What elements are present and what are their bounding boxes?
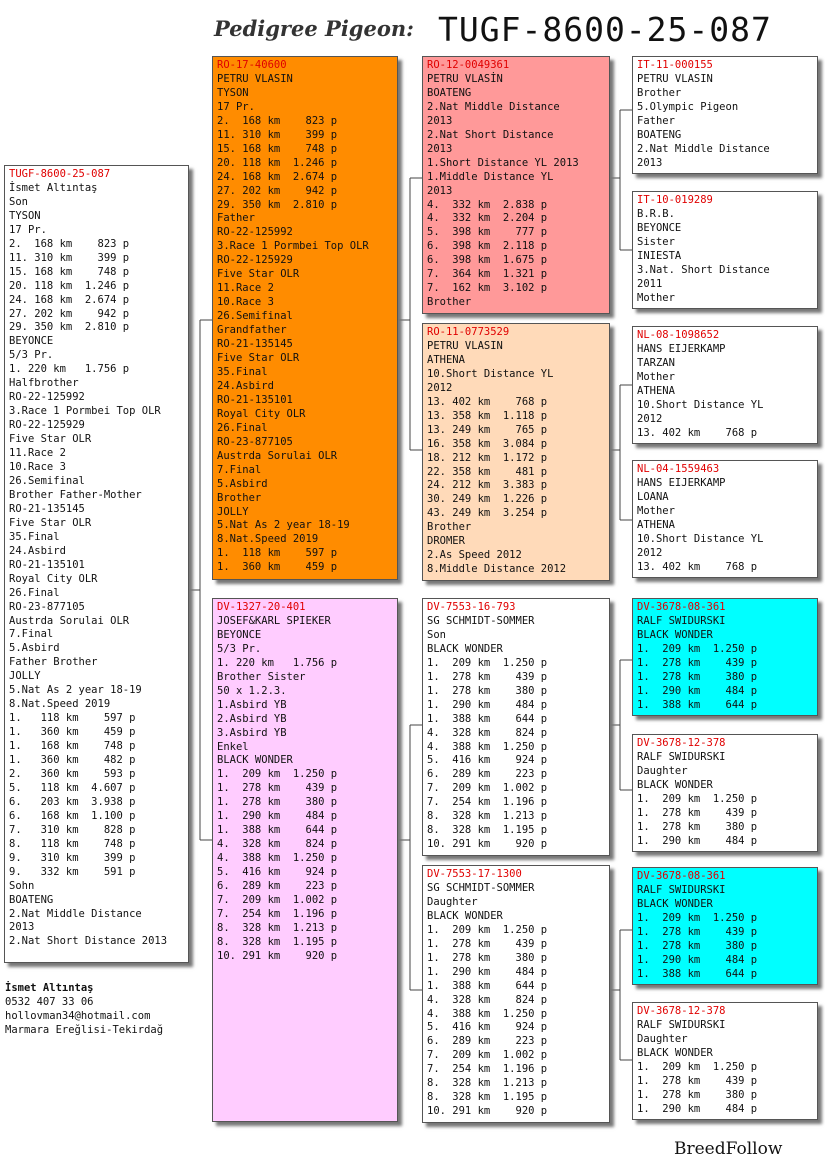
card-line: 26.Semifinal: [9, 474, 85, 487]
card-line: 11.Race 2: [217, 282, 274, 295]
card-line: TYSON: [217, 86, 249, 99]
card-line: BOATENG: [637, 128, 682, 141]
card-line: 2. 168 km 823 p: [217, 114, 338, 127]
card-line: 13. 358 km 1.118 p: [427, 409, 548, 422]
card-line: RALF SWIDURSKI: [637, 750, 726, 763]
card-line: Brother: [637, 86, 682, 99]
card-line: 1. 388 km 644 p: [637, 698, 758, 711]
card-line: 1. 360 km 459 p: [217, 561, 338, 574]
card-line: ATHENA: [427, 353, 465, 366]
card-line: 6. 289 km 223 p: [427, 768, 548, 781]
card-line: 1. 278 km 439 p: [637, 925, 758, 938]
card-line: 1. 290 km 484 p: [427, 698, 548, 711]
card-line: 2.Nat Short Distance 2013: [9, 935, 168, 948]
card-line: 1. 209 km 1.250 p: [637, 911, 758, 924]
card-line: Mother: [637, 291, 675, 304]
card-line: 4. 388 km 1.250 p: [217, 852, 338, 865]
card-line: 1. 278 km 380 p: [427, 684, 548, 697]
card-line: 7. 209 km 1.002 p: [427, 782, 548, 795]
card-line: 5. 416 km 924 p: [217, 866, 338, 879]
card-line: 2012: [637, 412, 663, 425]
pedigree-card-ss-dam: [632, 191, 818, 309]
card-line: 1. 278 km 380 p: [217, 796, 338, 809]
card-line: 11.Race 2: [9, 447, 66, 460]
card-line: BLACK WONDER: [427, 642, 503, 655]
card-line: 6. 289 km 223 p: [427, 1035, 548, 1048]
card-line: 1.Short Distance YL 2013: [427, 156, 579, 169]
card-line: 10. 291 km 920 p: [217, 949, 338, 962]
card-line: 11. 310 km 399 p: [9, 251, 130, 264]
card-line: BLACK WONDER: [637, 628, 713, 641]
card-line: Brother: [217, 491, 262, 504]
card-line: 1. 278 km 439 p: [637, 806, 758, 819]
card-line: 27. 202 km 942 p: [9, 307, 130, 320]
card-line: ATHENA: [637, 384, 675, 397]
card-line: 2.Nat Short Distance: [427, 128, 554, 141]
card-line: 7. 209 km 1.002 p: [217, 894, 338, 907]
card-line: 8. 118 km 748 p: [9, 837, 136, 850]
card-line: 5.Nat As 2 year 18-19: [9, 684, 142, 697]
card-line: 5.Asbird: [217, 477, 268, 490]
card-line: JOLLY: [217, 505, 249, 518]
pedigree-card-dam-sire: [422, 598, 610, 856]
card-line: 1. 278 km 439 p: [217, 782, 338, 795]
card-line: Sohn: [9, 879, 35, 892]
card-line: 1. 290 km 484 p: [637, 684, 758, 697]
card-line: 2013: [427, 142, 453, 155]
card-line: 2012: [427, 381, 453, 394]
card-line: RO-21-135145: [217, 338, 293, 351]
card-line: 15. 168 km 748 p: [217, 142, 338, 155]
card-line: 9. 310 km 399 p: [9, 851, 136, 864]
card-line: Father: [217, 212, 255, 225]
ring-number: RO-11-0773529: [427, 326, 510, 338]
card-line: 18. 212 km 1.172 p: [427, 451, 548, 464]
card-line: BLACK WONDER: [217, 754, 293, 767]
card-line: 4. 328 km 824 p: [427, 993, 548, 1006]
card-line: 6. 168 km 1.100 p: [9, 809, 136, 822]
card-line: BOATENG: [427, 86, 472, 99]
card-line: 7. 162 km 3.102 p: [427, 282, 548, 295]
card-line: PETRU VLASIN: [427, 339, 503, 352]
card-line: 1. 209 km 1.250 p: [427, 923, 548, 936]
card-line: Mother: [637, 370, 675, 383]
card-line: 26.Final: [9, 586, 60, 599]
card-line: DROMER: [427, 535, 465, 548]
card-line: 2013: [427, 184, 453, 197]
card-line: 1. 388 km 644 p: [427, 712, 548, 725]
card-line: 35.Final: [217, 365, 268, 378]
pedigree-card-sire-dam: [422, 323, 610, 581]
card-line: Five Star OLR: [9, 433, 92, 446]
card-line: Daughter: [637, 1032, 688, 1045]
card-line: RO-21-135145: [9, 502, 85, 515]
card-line: 27. 202 km 942 p: [217, 184, 338, 197]
card-line: HANS EIJERKAMP: [637, 476, 726, 489]
card-line: 10. 291 km 920 p: [427, 838, 548, 851]
card-line: 1. 290 km 484 p: [637, 953, 758, 966]
card-line: 4. 332 km 2.838 p: [427, 198, 548, 211]
card-line: Mother: [637, 504, 675, 517]
card-line: Five Star OLR: [217, 268, 300, 281]
card-line: 15. 168 km 748 p: [9, 265, 130, 278]
card-line: 5. 118 km 4.607 p: [9, 781, 136, 794]
ring-number: DV-3678-12-378: [637, 737, 726, 749]
card-line: HANS EIJERKAMP: [637, 342, 726, 355]
card-line: 10.Race 3: [217, 296, 274, 309]
card-line: BEYONCE: [637, 221, 682, 234]
card-line: 8.Nat.Speed 2019: [217, 533, 319, 546]
card-line: 1. 290 km 484 p: [637, 1102, 758, 1115]
card-line: 24.Asbird: [9, 544, 66, 557]
pedigree-card-dd-sire: [632, 867, 818, 985]
card-line: İsmet Altıntaş: [9, 181, 98, 194]
card-line: 3.Nat. Short Distance: [637, 263, 770, 276]
card-line: BEYONCE: [217, 628, 262, 641]
card-line: 1. 278 km 439 p: [427, 937, 548, 950]
card-line: 1. 290 km 484 p: [427, 965, 548, 978]
card-line: SG SCHMIDT-SOMMER: [427, 614, 535, 627]
card-line: JOLLY: [9, 670, 41, 683]
pedigree-card-dd-dam: [632, 1002, 818, 1120]
card-line: RALF SWIDURSKI: [637, 883, 726, 896]
card-line: 1.Asbird YB: [217, 698, 287, 711]
card-line: 1. 209 km 1.250 p: [637, 1060, 758, 1073]
ring-number: TUGF-8600-25-087: [9, 168, 111, 180]
card-line: PETRU VLASIN: [217, 72, 293, 85]
pedigree-card-sd-sire: [632, 326, 818, 444]
card-line: Five Star OLR: [217, 352, 300, 365]
card-line: 30. 249 km 1.226 p: [427, 493, 548, 506]
card-line: BEYONCE: [9, 335, 54, 348]
card-line: Enkel: [217, 740, 249, 753]
card-line: BLACK WONDER: [637, 778, 713, 791]
card-line: BOATENG: [9, 893, 54, 906]
card-line: 8. 328 km 1.213 p: [427, 1077, 548, 1090]
card-line: INIESTA: [637, 249, 682, 262]
card-line: 2013: [9, 921, 35, 934]
card-line: 3.Asbird YB: [217, 726, 287, 739]
card-line: 1. 278 km 380 p: [637, 670, 758, 683]
card-line: 10. 291 km 920 p: [427, 1105, 548, 1118]
card-line: Halfbrother: [9, 377, 79, 390]
card-line: 2013: [427, 114, 453, 127]
card-line: 16. 358 km 3.084 p: [427, 437, 548, 450]
card-line: 1. 209 km 1.250 p: [217, 768, 338, 781]
card-line: 9. 332 km 591 p: [9, 865, 136, 878]
subject-ring-number: TUGF-8600-25-087: [438, 10, 772, 49]
card-line: Austrda Sorulai OLR: [217, 449, 338, 462]
card-line: 6. 398 km 2.118 p: [427, 240, 548, 253]
card-line: 26.Semifinal: [217, 310, 293, 323]
card-line: RO-21-135101: [217, 393, 293, 406]
card-line: Daughter: [637, 764, 688, 777]
card-line: RALF SWIDURSKI: [637, 614, 726, 627]
ring-number: DV-7553-16-793: [427, 601, 516, 613]
card-line: 43. 249 km 3.254 p: [427, 507, 548, 520]
card-line: 17 Pr.: [9, 223, 47, 236]
owner-location: Marmara Ereğlisi-Tekirdağ: [5, 1024, 164, 1036]
card-line: Five Star OLR: [9, 516, 92, 529]
pedigree-card-dam: [212, 598, 398, 1122]
card-line: 7. 254 km 1.196 p: [427, 796, 548, 809]
card-line: Brother: [427, 521, 472, 534]
card-line: 29. 350 km 2.810 p: [217, 198, 338, 211]
brand-logo: BreedFollow: [674, 1139, 783, 1159]
card-line: 1. 278 km 380 p: [637, 820, 758, 833]
card-line: 1. 209 km 1.250 p: [427, 656, 548, 669]
ring-number: DV-3678-08-361: [637, 870, 726, 882]
card-line: 5.Nat As 2 year 18-19: [217, 519, 350, 532]
ring-number: IT-10-019289: [637, 194, 713, 206]
card-line: PETRU VLASIN: [637, 72, 713, 85]
card-line: 1. 209 km 1.250 p: [637, 792, 758, 805]
card-line: 20. 118 km 1.246 p: [9, 279, 130, 292]
card-line: 2.Asbird YB: [217, 712, 287, 725]
card-line: 29. 350 km 2.810 p: [9, 321, 130, 334]
card-line: 1. 118 km 597 p: [217, 547, 338, 560]
card-line: 5. 416 km 924 p: [427, 754, 548, 767]
card-line: RO-23-877105: [9, 600, 85, 613]
card-line: Grandfather: [217, 324, 287, 337]
card-line: 24. 168 km 2.674 p: [9, 293, 130, 306]
card-line: 13. 402 km 768 p: [637, 560, 758, 573]
ring-number: RO-12-0049361: [427, 59, 510, 71]
card-line: 2.As Speed 2012: [427, 549, 522, 562]
card-line: Royal City OLR: [9, 572, 98, 585]
card-line: 1. 278 km 439 p: [427, 670, 548, 683]
card-line: Daughter: [427, 895, 478, 908]
card-line: RO-22-125929: [217, 254, 293, 267]
card-line: 1. 209 km 1.250 p: [637, 642, 758, 655]
card-line: 20. 118 km 1.246 p: [217, 156, 338, 169]
card-line: BLACK WONDER: [637, 897, 713, 910]
card-line: Austrda Sorulai OLR: [9, 614, 130, 627]
pedigree-card-sire: [212, 56, 398, 580]
pedigree-card-ss-sire: [632, 56, 818, 174]
owner-phone: 0532 407 33 06: [5, 996, 94, 1008]
card-line: 10.Race 3: [9, 461, 66, 474]
card-line: 7. 254 km 1.196 p: [217, 907, 338, 920]
card-line: 35.Final: [9, 530, 60, 543]
card-line: Royal City OLR: [217, 407, 306, 420]
ring-number: RO-17-40600: [217, 59, 287, 71]
card-line: 1. 278 km 439 p: [637, 1074, 758, 1087]
card-line: 4. 332 km 2.204 p: [427, 212, 548, 225]
card-line: 7. 254 km 1.196 p: [427, 1063, 548, 1076]
card-line: RO-21-135101: [9, 558, 85, 571]
card-line: 10.Short Distance YL: [637, 532, 764, 545]
card-line: Brother Sister: [217, 670, 306, 683]
card-line: ATHENA: [637, 518, 675, 531]
card-line: 3.Race 1 Pormbei Top OLR: [9, 405, 161, 418]
card-line: 6. 398 km 1.675 p: [427, 254, 548, 267]
ring-number: DV-3678-08-361: [637, 601, 726, 613]
card-line: RO-23-877105: [217, 435, 293, 448]
card-line: 8.Nat.Speed 2019: [9, 698, 111, 711]
card-line: 4. 388 km 1.250 p: [427, 1007, 548, 1020]
card-line: LOANA: [637, 490, 669, 503]
card-line: 8. 328 km 1.195 p: [427, 824, 548, 837]
card-line: 7. 310 km 828 p: [9, 823, 136, 836]
card-line: 1. 278 km 380 p: [427, 951, 548, 964]
ring-number: DV-7553-17-1300: [427, 868, 522, 880]
card-line: BLACK WONDER: [427, 909, 503, 922]
ring-number: NL-08-1098652: [637, 329, 720, 341]
card-line: 6. 289 km 223 p: [217, 880, 338, 893]
ring-number: IT-11-000155: [637, 59, 713, 71]
pedigree-card-ds-dam: [632, 734, 818, 852]
card-line: 2011: [637, 277, 663, 290]
card-line: 5.Olympic Pigeon: [637, 100, 739, 113]
card-line: 26.Final: [217, 421, 268, 434]
card-line: 8. 328 km 1.195 p: [217, 935, 338, 948]
card-line: 4. 328 km 824 p: [427, 726, 548, 739]
card-line: 1. 388 km 644 p: [217, 824, 338, 837]
card-line: 24.Asbird: [217, 379, 274, 392]
card-line: BLACK WONDER: [637, 1046, 713, 1059]
card-line: Father: [637, 114, 675, 127]
card-line: 2.Nat Middle Distance: [637, 142, 770, 155]
card-line: 17 Pr.: [217, 100, 255, 113]
ring-number: DV-3678-12-378: [637, 1005, 726, 1017]
card-line: 1. 278 km 439 p: [637, 656, 758, 669]
card-line: 2013: [637, 156, 663, 169]
card-line: JOSEF&KARL SPIEKER: [217, 614, 331, 627]
card-line: 6. 203 km 3.938 p: [9, 795, 136, 808]
card-line: 1. 220 km 1.756 p: [9, 363, 130, 376]
card-line: 7. 209 km 1.002 p: [427, 1049, 548, 1062]
card-line: 4. 328 km 824 p: [217, 838, 338, 851]
owner-contact: [5, 981, 163, 1037]
card-line: Brother Father-Mother: [9, 488, 142, 501]
card-line: 7. 364 km 1.321 p: [427, 268, 548, 281]
pedigree-card-sire-sire: [422, 56, 610, 314]
card-line: 1. 360 km 482 p: [9, 754, 136, 767]
card-line: 2. 360 km 593 p: [9, 767, 136, 780]
card-line: 5/3 Pr.: [217, 642, 262, 655]
card-line: Brother: [427, 296, 472, 309]
card-line: 5/3 Pr.: [9, 349, 54, 362]
card-line: 1. 388 km 644 p: [637, 967, 758, 980]
card-line: 5. 398 km 777 p: [427, 226, 548, 239]
card-line: 24. 168 km 2.674 p: [217, 170, 338, 183]
card-line: 1. 360 km 459 p: [9, 726, 136, 739]
owner-name: İsmet Altıntaş: [5, 982, 94, 994]
card-line: 8. 328 km 1.195 p: [427, 1091, 548, 1104]
card-line: B.R.B.: [637, 207, 675, 220]
card-line: RO-22-125992: [217, 226, 293, 239]
card-line: 1. 168 km 748 p: [9, 740, 136, 753]
pedigree-label: Pedigree Pigeon:: [214, 16, 414, 41]
card-line: 24. 212 km 3.383 p: [427, 479, 548, 492]
card-line: 2012: [637, 546, 663, 559]
card-line: 1. 118 km 597 p: [9, 712, 136, 725]
pedigree-card-dam-dam: [422, 865, 610, 1123]
card-line: RO-22-125992: [9, 391, 85, 404]
card-line: PETRU VLASİN: [427, 72, 503, 85]
card-line: 1. 278 km 380 p: [637, 1088, 758, 1101]
card-line: Sister: [637, 235, 675, 248]
card-line: RO-22-125929: [9, 419, 85, 432]
card-line: 13. 249 km 765 p: [427, 423, 548, 436]
card-line: 5. 416 km 924 p: [427, 1021, 548, 1034]
ring-number: NL-04-1559463: [637, 463, 720, 475]
owner-email[interactable]: hollovman34@hotmail.com: [5, 1010, 151, 1022]
card-line: 13. 402 km 768 p: [427, 395, 548, 408]
card-line: 7.Final: [9, 628, 54, 641]
card-line: 1. 290 km 484 p: [637, 834, 758, 847]
card-line: TYSON: [9, 209, 41, 222]
card-line: RALF SWIDURSKI: [637, 1018, 726, 1031]
card-line: 11. 310 km 399 p: [217, 128, 338, 141]
card-line: 1. 278 km 380 p: [637, 939, 758, 952]
pedigree-card-ds-sire: [632, 598, 818, 716]
pedigree-card-sd-dam: [632, 460, 818, 578]
card-line: 8.Middle Distance 2012: [427, 563, 567, 576]
card-line: 1. 388 km 644 p: [427, 979, 548, 992]
card-line: 10.Short Distance YL: [637, 398, 764, 411]
card-line: 10.Short Distance YL: [427, 367, 554, 380]
card-line: Son: [9, 195, 28, 208]
card-line: 2.Nat Middle Distance: [427, 100, 560, 113]
card-line: 13. 402 km 768 p: [637, 426, 758, 439]
card-line: 8. 328 km 1.213 p: [217, 921, 338, 934]
card-line: 2. 168 km 823 p: [9, 237, 130, 250]
card-line: 8. 328 km 1.213 p: [427, 810, 548, 823]
pedigree-card-subject: [4, 165, 189, 963]
card-line: 1. 290 km 484 p: [217, 810, 338, 823]
card-line: 3.Race 1 Pormbei Top OLR: [217, 240, 369, 253]
card-line: 1.Middle Distance YL: [427, 170, 554, 183]
card-line: 4. 388 km 1.250 p: [427, 740, 548, 753]
card-line: 5.Asbird: [9, 642, 60, 655]
card-line: 22. 358 km 481 p: [427, 465, 548, 478]
card-line: 7.Final: [217, 463, 262, 476]
ring-number: DV-1327-20-401: [217, 601, 306, 613]
card-line: SG SCHMIDT-SOMMER: [427, 881, 535, 894]
card-line: 1. 220 km 1.756 p: [217, 656, 338, 669]
card-line: Father Brother: [9, 656, 98, 669]
card-line: 50 x 1.2.3.: [217, 684, 287, 697]
card-line: Son: [427, 628, 446, 641]
card-line: TARZAN: [637, 356, 675, 369]
card-line: 2.Nat Middle Distance: [9, 907, 142, 920]
